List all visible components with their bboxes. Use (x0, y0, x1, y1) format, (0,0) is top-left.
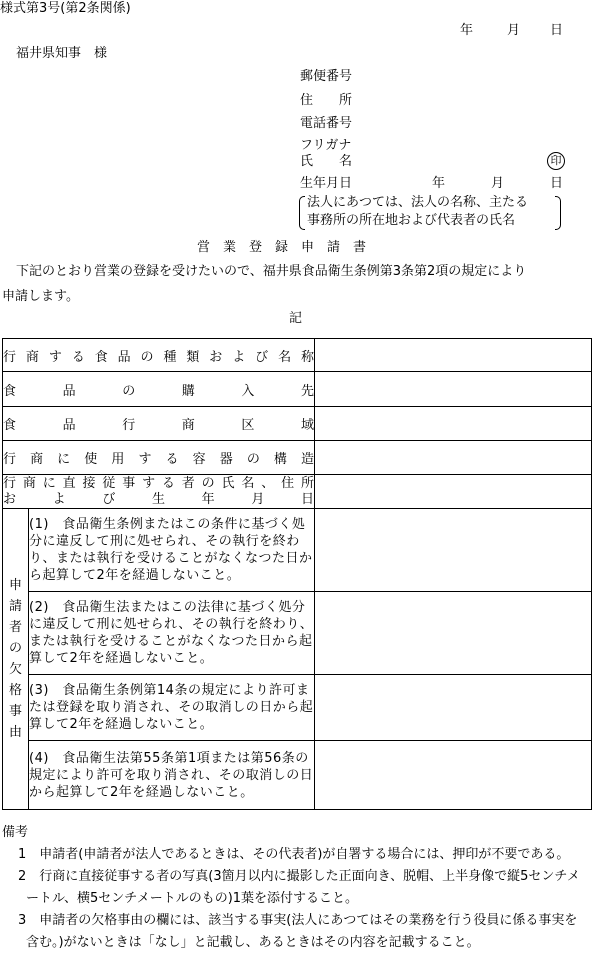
disq-item-2-value[interactable] (315, 592, 592, 675)
postal-code-label: 郵便番号 (300, 69, 353, 84)
seal-mark: 印 (547, 152, 565, 170)
table-row (3, 509, 592, 592)
disq-item-4: (4) 食品衛生法第55条第1項または第56条の規定により許可を取り消され、その取消しの日から起算して2年を経過しないこと。 (29, 741, 315, 810)
row-label-area: 食品行商区域 (3, 407, 315, 441)
form-number: 様式第3号(第2条関係) (0, 1, 131, 16)
birth-year: 年 (432, 176, 446, 191)
addressee: 福井県知事 様 (16, 46, 108, 61)
disq-char: 欠 (8, 662, 22, 677)
birth-day: 日 (550, 176, 564, 191)
disq-item-1-value[interactable] (315, 509, 592, 592)
application-table (2, 338, 592, 810)
table-row (3, 741, 592, 810)
table-row (3, 372, 592, 407)
worker-value[interactable] (315, 475, 592, 509)
disq-char: 者 (8, 620, 22, 635)
intro-line2: 申請します。 (2, 289, 79, 304)
date-year: 年 (460, 23, 474, 38)
table-row (3, 407, 592, 441)
address-label: 住 所 (300, 93, 353, 108)
disqualification-header (3, 509, 29, 810)
disq-item-2: (2) 食品衛生法またはこの法律に基づく処分に違反して刑に処せられ、その執行を終わり、または執行を受けることがなくなつた日から起算して2年を経過しないこと。 (29, 592, 315, 675)
furigana-label: フリガナ (300, 138, 352, 153)
date-month: 月 (507, 23, 521, 38)
food-types-value[interactable] (315, 339, 592, 372)
table-row (3, 675, 592, 741)
disq-char: 事 (8, 704, 22, 719)
corp-note-line2: 事務所の所在地および代表者の氏名 (307, 213, 516, 228)
disq-item-3-value[interactable] (315, 675, 592, 741)
row-label-food-types: 行商する食品の種類および名称 (3, 339, 315, 372)
notes-heading: 備考 (2, 825, 29, 840)
row-label-worker-line2: および生年月日 (3, 491, 315, 507)
birth-date-label: 生年月日 (300, 176, 353, 191)
note-item-3: 3 申請者の欠格事由の欄には、該当する事実(法人にあつてはその業務を行う役員に係る事実を含む。)がないときは「なし」と記載し、あるときはその内容を記載すること。 (18, 913, 578, 950)
table-row (3, 592, 592, 675)
date-day: 日 (550, 23, 564, 38)
area-value[interactable] (315, 407, 592, 441)
note-item-1: 1 申請者(申請者が法人であるときは、その代表者)が自署する場合には、押印が不要である。 (18, 847, 570, 862)
disq-char: 格 (8, 683, 22, 698)
corp-note-bracket-right (555, 196, 561, 230)
document-title: 営 業 登 録 申 請 書 (197, 240, 367, 255)
intro-line1: 下記のとおり営業の登録を受けたいので、福井県食品衛生条例第3条第2項の規定により (16, 264, 527, 279)
row-label-supplier: 食品の購入先 (3, 372, 315, 407)
table-row (3, 339, 592, 372)
phone-label: 電話番号 (300, 116, 353, 131)
note-item-2: 2 行商に直接従事する者の写真(3箇月以内に撮影した正面向き、脱帽、上半身像で縦5センチメートル、横5センチメートルのもの)1葉を添付すること。 (18, 869, 580, 906)
corp-note-bracket-left (299, 196, 305, 230)
disq-char: 申 (8, 578, 22, 593)
disq-char: 請 (8, 599, 22, 614)
table-row (3, 475, 592, 509)
supplier-value[interactable] (315, 372, 592, 407)
disq-char: 由 (8, 725, 22, 740)
disq-item-1: (1) 食品衛生条例またはこの条件に基づく処分に違反して刑に処せられ、その執行を終わり、または執行を受けることがなくなつた日から起算して2年を経過しないこと。 (29, 509, 315, 592)
disq-item-3: (3) 食品衛生条例第14条の規定により許可または登録を取り消され、その取消しの日から起算して2年を経過しないこと。 (29, 675, 315, 741)
container-value[interactable] (315, 441, 592, 475)
table-row (3, 441, 592, 475)
disq-item-4-value[interactable] (315, 741, 592, 810)
name-label: 氏 名 (300, 154, 353, 169)
row-label-worker (3, 475, 315, 509)
corp-note-line1: 法人にあつては、法人の名称、主たる (307, 195, 529, 210)
ki-heading: 記 (289, 311, 303, 326)
row-label-worker-line1: 行商に直接従事する者の氏名、住所 (3, 475, 315, 491)
notes-section (2, 822, 590, 954)
birth-month: 月 (491, 176, 505, 191)
disq-char: の (8, 641, 22, 656)
row-label-container: 行商に使用する容器の構造 (3, 441, 315, 475)
